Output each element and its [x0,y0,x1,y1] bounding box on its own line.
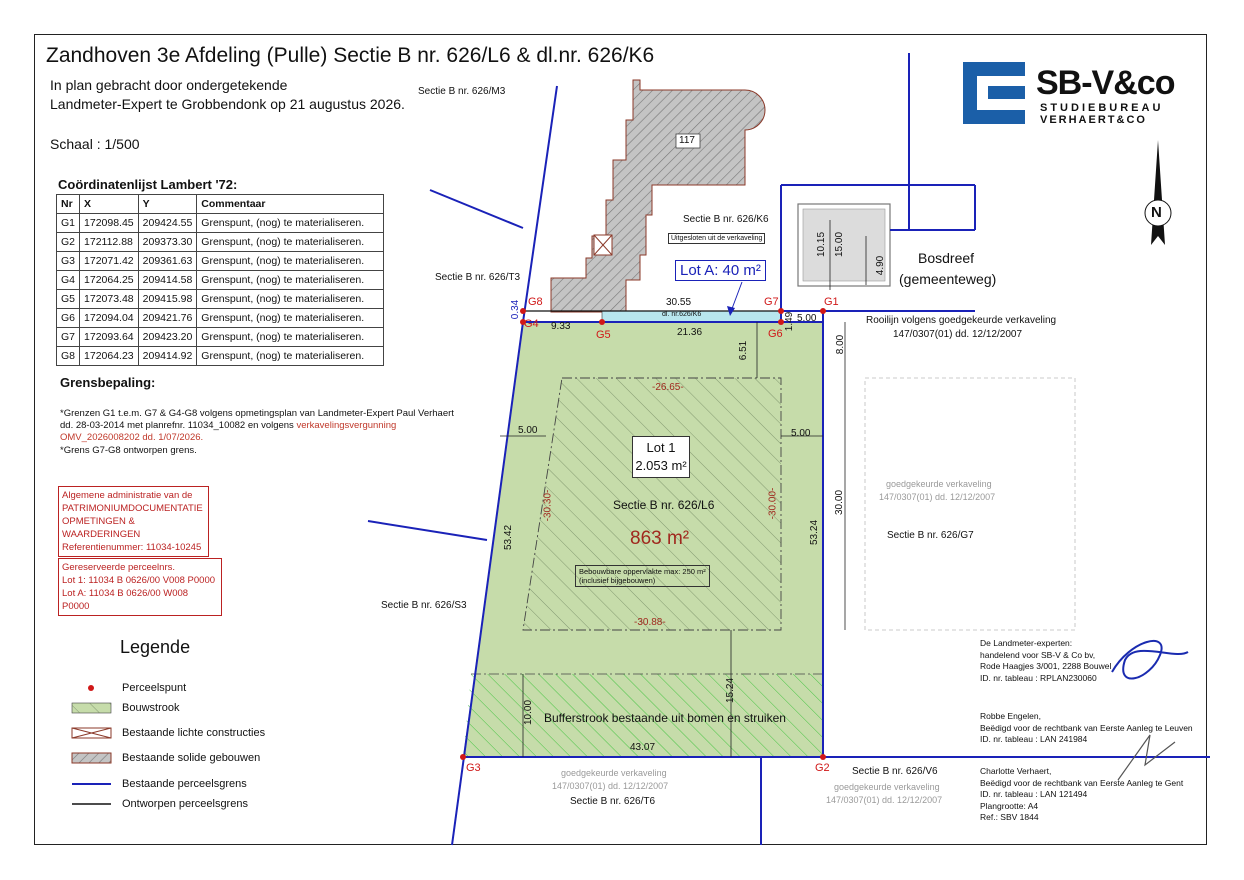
coords-cell: 209423.20 [138,328,197,347]
coords-cell: 209421.76 [138,309,197,328]
coords-cell: 172064.23 [80,347,139,366]
lot1-label: Lot 1 2.053 m² [632,436,690,478]
parcel-dl: dl. nr.626/K6 [662,311,702,318]
parcel-t6: Sectie B nr. 626/T6 [570,796,656,807]
north-arrow-icon [1151,140,1165,245]
dim-933: 9.33 [551,321,571,332]
grens-line-1: *Grenzen G1 t.e.m. G7 & G4-G8 volgens opmetingsplan van Landmeter-Expert Paul Verhaert [60,408,454,419]
coords-cell: Grenspunt, (nog) te materialiseren. [197,309,384,328]
coords-row [57,290,384,309]
coords-title: Coördinatenlijst Lambert '72: [58,177,238,192]
coords-cell: Grenspunt, (nog) te materialiseren. [197,271,384,290]
coords-cell: G5 [57,290,80,309]
coords-cell: G2 [57,233,80,252]
coords-table [56,194,384,366]
coords-cell: 172073.48 [80,290,139,309]
dim-500b: 5.00 [518,425,538,436]
dim-034: 0.34 [510,299,522,320]
signature-mark [1112,641,1188,679]
dim-5342: 53.42 [503,524,515,551]
dim-1524: 15.24 [725,677,737,704]
coords-cell: G3 [57,252,80,271]
approved-right-1: goedgekeurde verkaveling [886,479,992,489]
grens-line-3: OMV_2026008202 dd. 1/07/2026. [60,432,204,443]
coords-row [57,214,384,233]
parcel-v6: Sectie B nr. 626/V6 [852,766,938,777]
plan-title: Zandhoven 3e Afdeling (Pulle) Sectie B nr. 626/L6 & dl.nr. 626/K6 [46,44,655,67]
point-g5: G5 [596,329,611,341]
coords-cell: 172112.88 [80,233,139,252]
dim-3000a: -30.00- [767,487,779,520]
dim-500c: 5.00 [791,428,811,439]
approved-bottom-3: goedgekeurde verkaveling [834,782,940,792]
scale-label: Schaal : 1/500 [50,136,140,152]
coords-cell: 209414.92 [138,347,197,366]
logo-line-1: STUDIEBUREAU [1040,102,1164,114]
lot-a-label: Lot A: 40 m² [675,260,766,281]
legend-item: Bestaande solide gebouwen [122,752,261,764]
coords-cell: G6 [57,309,80,328]
parcel-s3: Sectie B nr. 626/S3 [381,600,467,611]
coords-row [57,252,384,271]
coords-cell: 172093.64 [80,328,139,347]
coords-row [57,271,384,290]
coords-cell: G4 [57,271,80,290]
legend-item: Bestaande lichte constructies [122,727,266,739]
dim-3000b: 30.00 [834,489,846,516]
coords-header-cell: Commentaar [197,195,384,214]
coords-row [57,233,384,252]
logo-icon [963,62,1025,124]
subtitle-line-1: In plan gebracht door ondergetekende [50,77,288,93]
dim-5324: 53.24 [809,519,821,546]
coords-cell: 209414.58 [138,271,197,290]
coords-header-cell: Y [138,195,197,214]
coords-header-cell: X [80,195,139,214]
approved-right-2: 147/0307(01) dd. 12/12/2007 [879,492,996,502]
coords-cell: G7 [57,328,80,347]
coords-cell: Grenspunt, (nog) te materialiseren. [197,347,384,366]
point-g1: G1 [824,296,839,308]
parcel-k6: Sectie B nr. 626/K6 [683,214,769,225]
dim-149: 1.49 [784,311,796,332]
dim-490: 4.90 [875,255,887,276]
legend-item: Bouwstrook [122,702,180,714]
point-g3: G3 [466,762,481,774]
surveyor-block: De Landmeter-experten: handelend voor SB-V & Co bv, Rode Haagjes 3/001, 2288 Bouwel ID. nr. tableau : RPLAN230060 [980,638,1112,683]
grens-title: Grensbepaling: [60,375,156,390]
grens-line-4: *Grens G7-G8 ontworpen grens. [60,445,197,456]
coords-cell: 172064.25 [80,271,139,290]
coords-cell: 209373.30 [138,233,197,252]
coords-cell: 209415.98 [138,290,197,309]
street-name: Bosdreef [918,250,975,266]
legend-item: Perceelspunt [122,682,187,694]
point-g8: G8 [528,296,543,308]
buildable-label: Bebouwbare oppervlakte max: 250 m² (inclusief bijgebouwen) [575,565,710,587]
dim-500a: 5.00 [797,313,817,324]
parcel-t3: Sectie B nr. 626/T3 [435,272,521,283]
buffer-label: Bufferstrook bestaande uit bomen en struiken [544,711,786,725]
logo-brand: SB-V&co [1036,64,1175,102]
point-g4: G4 [524,318,539,330]
parcel-k6-note: Uitgesloten uit de verkaveling [668,233,765,244]
coords-cell: Grenspunt, (nog) te materialiseren. [197,328,384,347]
legend-title: Legende [120,637,191,657]
street-type: (gemeenteweg) [899,271,997,287]
point-g7: G7 [764,296,779,308]
admin-box: Algemene administratie van de PATRIMONIUMDOCUMENTATIE OPMETINGEN & WAARDERINGEN Referentienummer: 11034-10245 [58,486,209,557]
coords-cell: Grenspunt, (nog) te materialiseren. [197,214,384,233]
coords-cell: 172071.42 [80,252,139,271]
rooilijn-2: 147/0307(01) dd. 12/12/2007 [893,329,1022,340]
coords-cell: G1 [57,214,80,233]
coords-cell: 209424.55 [138,214,197,233]
dim-3030: -30.30- [542,489,554,522]
dim-4307: 43.07 [630,742,656,753]
coords-cell: G8 [57,347,80,366]
approved-plot-right [865,378,1075,630]
dim-3088: -30.88- [634,617,666,628]
house-number: 117 [679,135,695,146]
coords-cell: Grenspunt, (nog) te materialiseren. [197,290,384,309]
surveyor-2: Charlotte Verhaert, Beëdigd voor de rechtbank van Eerste Aanleg te Gent ID. nr. tableau : LAN 121494 Plangrootte: A4 Ref.: SBV 1844 [980,766,1184,822]
coords-cell: 209361.63 [138,252,197,271]
surveyor-1: Robbe Engelen, Beëdigd voor de rechtbank van Eerste Aanleg te Leuven ID. nr. tableau : LAN 241984 [980,711,1193,744]
north-label: N [1151,204,1162,221]
dim-3055: 30.55 [666,297,692,308]
coords-cell: Grenspunt, (nog) te materialiseren. [197,233,384,252]
parcel-g7: Sectie B nr. 626/G7 [887,530,974,541]
coords-header-cell: Nr [57,195,80,214]
coords-row [57,328,384,347]
coords-cell: 172094.04 [80,309,139,328]
coords-cell: Grenspunt, (nog) te materialiseren. [197,252,384,271]
parcel-l6: Sectie B nr. 626/L6 [613,498,715,512]
logo-line-2: VERHAERT&CO [1040,114,1147,126]
point-g2: G2 [815,762,830,774]
reserved-box: Gereserveerde perceelnrs. Lot 1: 11034 B 0626/00 V008 P0000 Lot A: 11034 B 0626/00 W008 P0000 [58,558,222,616]
legend-symbols [72,685,111,804]
dim-1000: 10.00 [523,699,535,726]
dim-651: 6.51 [738,340,750,361]
coords-row [57,309,384,328]
point-g6: G6 [768,328,783,340]
legend-item: Ontworpen perceelsgrens [122,798,248,810]
approved-bottom-4: 147/0307(01) dd. 12/12/2007 [826,795,943,805]
area-label: 863 m² [630,528,690,549]
subtitle-line-2: Landmeter-Expert te Grobbendonk op 21 augustus 2026. [50,96,405,112]
rooilijn-1: Rooilijn volgens goedgekeurde verkaveling [866,315,1057,326]
dim-1500: 15.00 [834,231,846,258]
dim-2136: 21.36 [677,327,703,338]
approved-bottom-2: 147/0307(01) dd. 12/12/2007 [552,781,669,791]
approved-bottom-1: goedgekeurde verkaveling [561,768,667,778]
dim-1015: 10.15 [816,231,828,258]
coords-cell: 172098.45 [80,214,139,233]
dim-2665: -26.65- [652,382,684,393]
legend-item: Bestaande perceelsgrens [122,778,247,790]
parcel-m3: Sectie B nr. 626/M3 [418,86,506,97]
grens-line-2: dd. 28-03-2014 met planrefnr. 11034_10082 en volgens verkavelingsvergunning [60,420,397,431]
dim-800: 8.00 [835,334,847,355]
coords-row [57,347,384,366]
